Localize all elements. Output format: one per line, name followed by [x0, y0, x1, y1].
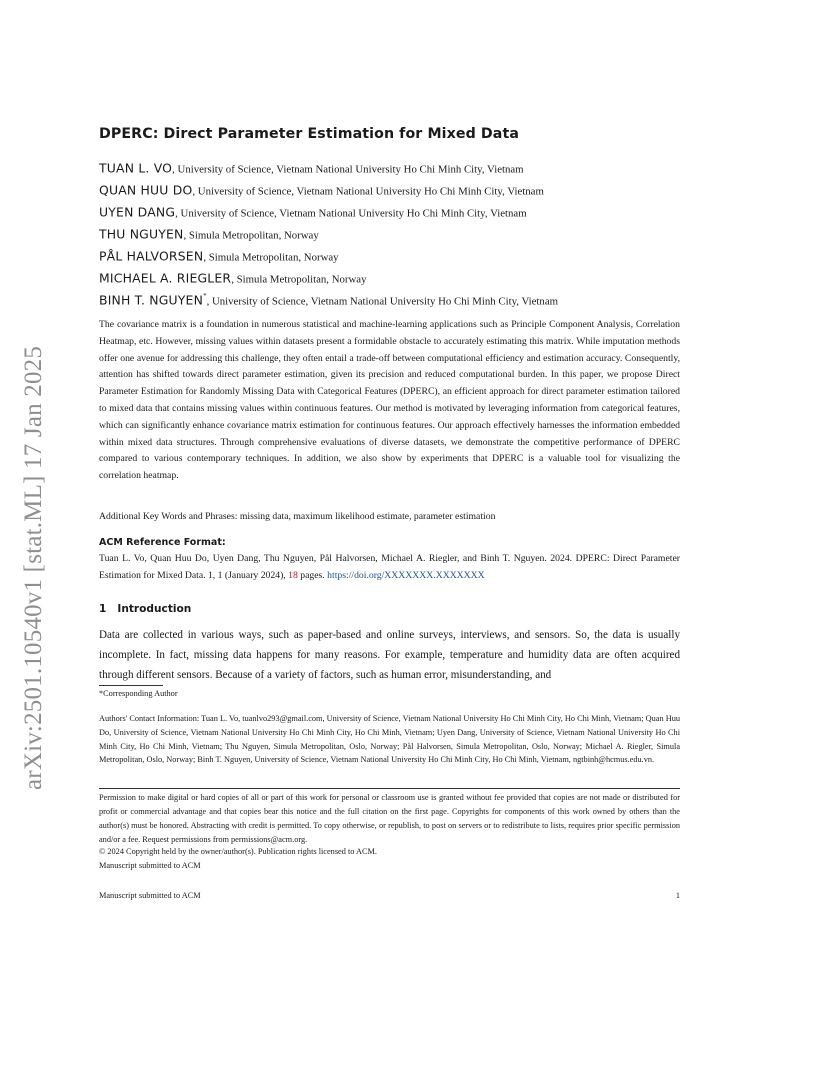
author-contact-information: Authors' Contact Information: Tuan L. Vo, tuanlvo293@gmail.com, University of Science, Vietnam National University Ho Chi Minh City, Ho Chi Minh, Vietnam; Quan Huu Do, University of Science, Vietnam National University Ho Chi Minh City, Ho Chi Minh, Vietnam; Uyen Dang, University of Science, Vietnam National University Ho Chi Minh City, Ho Chi Minh, Vietnam; Thu Nguyen, Simula Metropolitan, Oslo, Norway; Pål Halvorsen, Simula Metropolitan, Oslo, Norway; Michael A. Riegler, Simula Metropolitan, Oslo, Norway; Binh T. Nguyen, University of Science, Vietnam National University Ho Chi Minh City, Ho Chi Minh, Vietnam, ngtbinh@hcmus.edu.vn.	[99, 714, 680, 765]
permission-notice: Permission to make digital or hard copies of all or part of this work for personal or classroom use is granted without fee provided that copies are not made or distributed for profit or commercial advantage and that copies bear this notice and the full citation on the first page. Copyrights for components of this work owned by others than the author(s) must be honored. Abstracting with credit is permitted. To copy otherwise, or republish, to post on servers or to redistribute to lists, requires prior specific permission and/or a fee. Request permissions from permissions@acm.org.	[99, 793, 680, 844]
author-name: THU NGUYEN	[99, 226, 184, 242]
author-line	[99, 178, 689, 200]
keywords: Additional Key Words and Phrases: missing data, maximum likelihood estimate, parameter estimation	[99, 511, 496, 522]
abstract: The covariance matrix is a foundation in numerous statistical and machine-learning applications such as Principle Component Analysis, Correlation Heatmap, etc. However, missing values within datasets present a formidable obstacle to accurately estimating this matrix. While imputation methods offer one avenue for addressing this challenge, they often entail a trade-off between computational efficiency and estimation accuracy. Consequently, attention has shifted towards direct parameter estimation, given its precision and reduced computational burden. In this paper, we propose Direct Parameter Estimation for Randomly Missing Data with Categorical Features (DPERC), an efficient approach for direct parameter estimation tailored to mixed data that contains missing values within continuous features. Our method is motivated by leveraging information from categorical features, which can significantly enhance covariance matrix estimation for continuous features. Our approach effectively harnesses the information embedded within mixed data structures. Through comprehensive evaluations of diverse datasets, we demonstrate the competitive performance of DPERC compared to various contemporary techniques. In addition, we also show by experiments that DPERC is a valuable tool for visualizing the correlation heatmap.	[99, 319, 680, 482]
author-line	[99, 244, 689, 266]
acm-reference-citation: Tuan L. Vo, Quan Huu Do, Uyen Dang, Thu Nguyen, Pål Halvorsen, Michael A. Riegler, and Binh T. Nguyen. 2024. DPERC: Direct Parameter Estimation for Mixed Data. 1, 1 (January 2024),	[99, 553, 680, 581]
author-affiliation: , University of Science, Vietnam National University Ho Chi Minh City, Vietnam	[192, 185, 544, 198]
submission-note: Manuscript submitted to ACM	[99, 861, 201, 870]
author-name: PÅL HALVORSEN	[99, 248, 204, 264]
introduction-paragraph: Data are collected in various ways, such as paper-based and online surveys, interviews, and sensors. So, the data is usually incomplete. In fact, missing data happens for many reasons. For example, temperature and humidity data are often acquired through different sensors. Because of a variety of factors, such as human error, misunderstanding, and	[99, 629, 680, 681]
author-line	[99, 156, 689, 178]
author-line	[99, 288, 689, 310]
paper-title: DPERC: Direct Parameter Estimation for Mixed Data	[99, 126, 519, 142]
author-line	[99, 222, 689, 244]
author-affiliation: , University of Science, Vietnam National University Ho Chi Minh City, Vietnam	[175, 207, 527, 220]
page-footer-text: Manuscript submitted to ACM	[99, 891, 201, 900]
section-number: 1	[99, 603, 107, 615]
author-line	[99, 266, 689, 288]
author-affiliation: , University of Science, Vietnam National University Ho Chi Minh City, Vietnam	[172, 163, 524, 176]
arxiv-identifier-stamp: arXiv:2501.10540v1 [stat.ML] 17 Jan 2025	[20, 345, 47, 790]
permission-rule	[99, 788, 680, 789]
author-name: TUAN L. VO	[99, 160, 173, 176]
author-name: MICHAEL A. RIEGLER	[99, 270, 232, 286]
author-list	[99, 156, 689, 310]
page-number: 1	[675, 891, 680, 900]
author-mark: *	[203, 292, 207, 300]
author-name: UYEN DANG	[99, 204, 176, 220]
section-heading-introduction	[99, 603, 191, 615]
acm-reference-heading: ACM Reference Format:	[99, 537, 226, 548]
author-affiliation: , Simula Metropolitan, Norway	[203, 251, 339, 264]
author-line	[99, 200, 689, 222]
pages-word: pages.	[297, 569, 328, 581]
author-name: BINH T. NGUYEN	[99, 292, 204, 308]
author-affiliation: , Simula Metropolitan, Norway	[231, 273, 367, 286]
author-affiliation: , Simula Metropolitan, Norway	[183, 229, 319, 242]
section-title: Introduction	[117, 603, 192, 615]
author-affiliation: , University of Science, Vietnam National University Ho Chi Minh City, Vietnam	[206, 295, 559, 308]
copyright-notice: © 2024 Copyright held by the owner/author(s). Publication rights licensed to ACM.	[99, 847, 377, 856]
acm-reference-text	[99, 551, 680, 585]
doi-link[interactable]: https://doi.org/XXXXXXX.XXXXXXX	[327, 569, 485, 581]
footnote-rule	[99, 685, 163, 686]
footnote-corresponding-author: *Corresponding Author	[99, 689, 178, 698]
page-count-link[interactable]: 18	[288, 569, 298, 581]
author-name: QUAN HUU DO	[99, 182, 193, 198]
